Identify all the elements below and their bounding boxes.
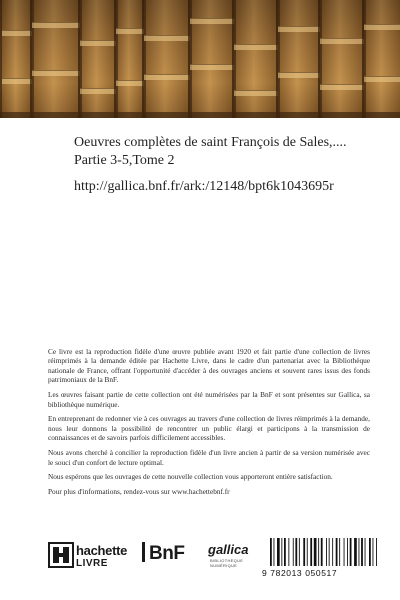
book-spine <box>232 0 280 118</box>
book-spine <box>142 0 192 118</box>
publisher-logos <box>48 538 388 578</box>
gallica-logo <box>208 542 254 572</box>
barcode-digits: 9 782013 050517 <box>262 568 338 578</box>
hachette-mark-icon <box>48 542 74 568</box>
description-paragraph: En entreprenant de redonner vie à ces ouvrages au travers d'une collection de livres réimprimés à la demande, nous leur donnons la possibilité de rencontrer un public élargi et participons à la transmission de connaissances et de savoirs parfois difficilement accessibles. <box>48 414 370 443</box>
book-spine <box>276 0 322 118</box>
book-title <box>74 134 394 170</box>
book-spine <box>188 0 236 118</box>
description-paragraph: Pour plus d'informations, rendez-vous sur www.hachettebnf.fr <box>48 487 230 497</box>
description-paragraph: Les œuvres faisant partie de cette collection ont été numérisées par la BnF et sont présentes sur Gallica, sa bibliothèque numérique. <box>48 390 370 409</box>
hachette-livre-logo <box>48 540 128 576</box>
cover-banner-image <box>0 0 400 118</box>
book-spine <box>0 0 34 118</box>
bnf-logo <box>142 542 184 565</box>
barcode-bars <box>262 538 388 568</box>
hachette-wordmark: hachette <box>76 543 128 558</box>
description-paragraph: Nous espérons que les ouvrages de cette nouvelle collection vous apporteront entière satisfaction. <box>48 472 333 482</box>
livre-wordmark: LIVRE <box>76 558 108 569</box>
book-spine <box>318 0 366 118</box>
description-paragraph: Nous avons cherché à concilier la reproduction fidèle d'un livre ancien à partir de sa version numérisée avec le souci d'un confort de lecture optimal. <box>48 448 370 467</box>
book-spine <box>30 0 82 118</box>
isbn-barcode <box>262 538 388 578</box>
book-spine <box>362 0 400 118</box>
book-subtitle-line: Partie 3-5,Tome 2 <box>74 153 175 168</box>
book-spine <box>78 0 118 118</box>
gallica-wordmark: gallica <box>208 542 249 557</box>
description-text <box>48 347 370 502</box>
gallica-url: http://gallica.bnf.fr/ark:/12148/bpt6k1043695r <box>74 179 334 194</box>
gallica-subtitle: BIBLIOTHÈQUE NUMÉRIQUE <box>210 558 244 568</box>
book-title-line: Oeuvres complètes de saint François de Sales,.... <box>74 135 347 150</box>
description-paragraph: Ce livre est la reproduction fidèle d'une œuvre publiée avant 1920 et fait partie d'une collection de livres réimprimés à la demande éditée par Hachette Livre, dans le cadre d'un partenariat avec la Bibliothèque nationale de France, offrant l'opportunité d'accéder à des ouvrages anciens et souvent rares issus des fonds patrimoniaux de la BnF. <box>48 347 370 385</box>
bnf-wordmark: BnF <box>149 543 185 564</box>
